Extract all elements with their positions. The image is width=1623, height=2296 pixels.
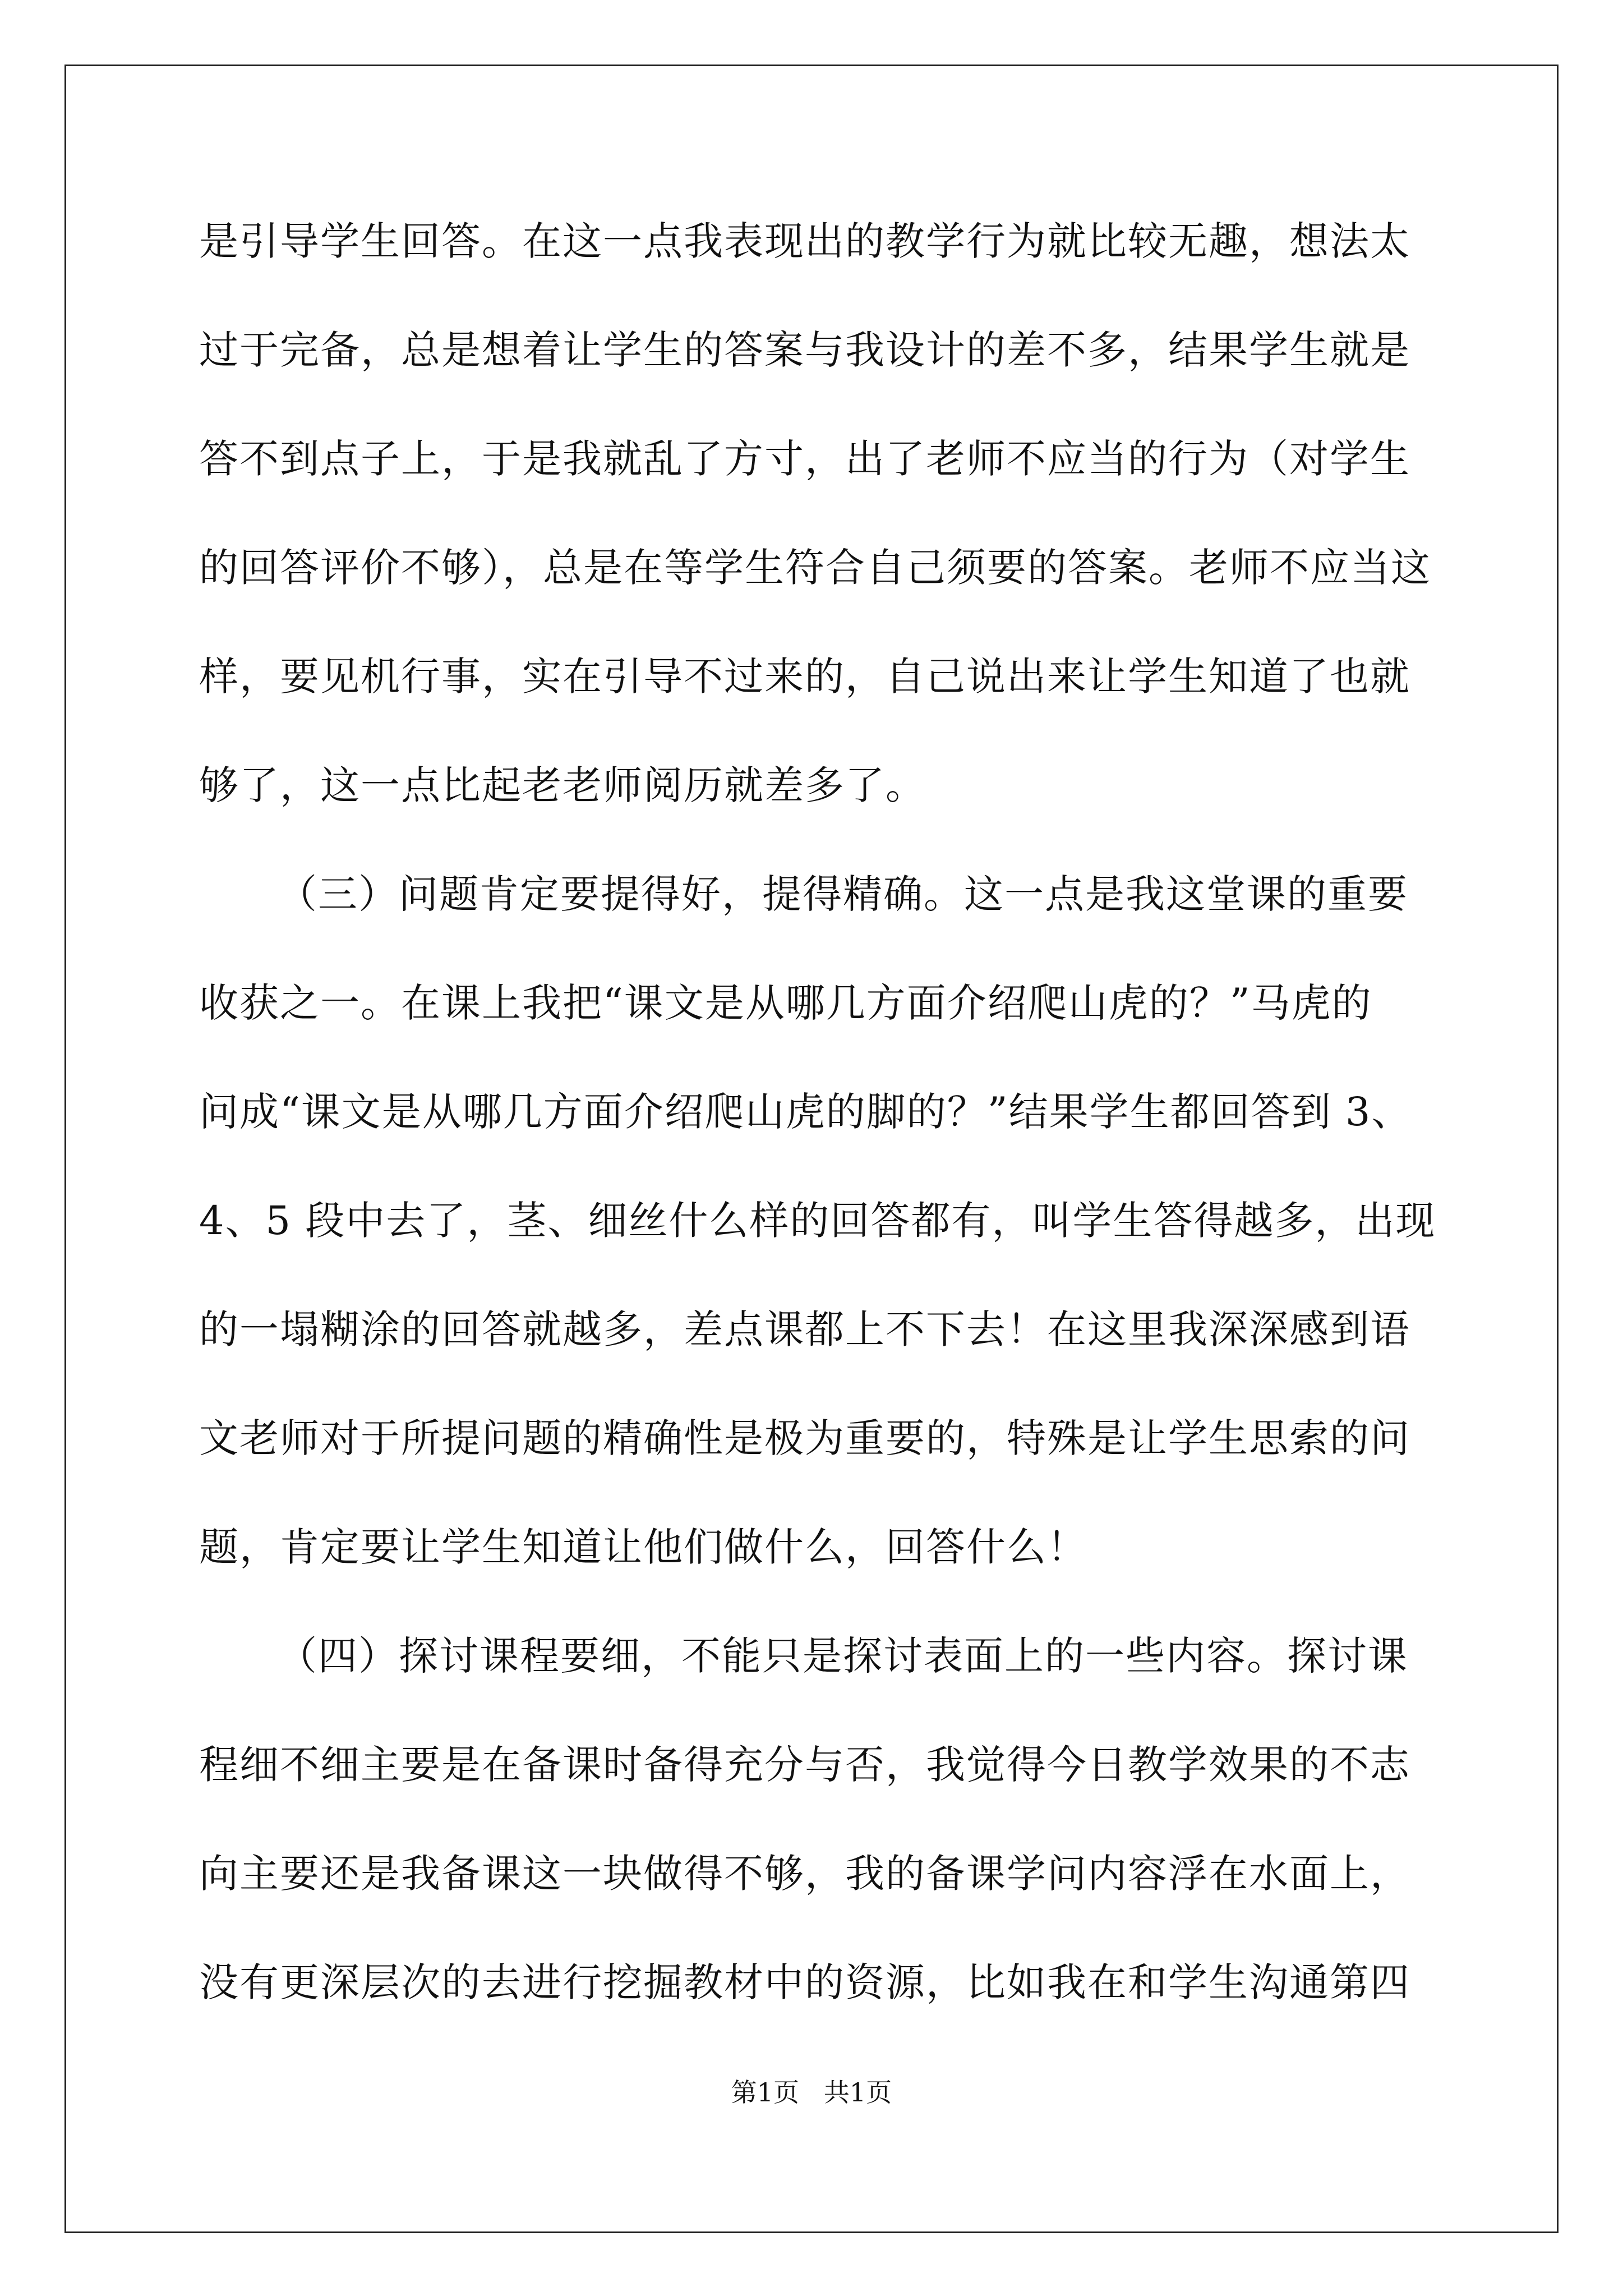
text-line: 样，要见机行事，实在引导不过来的，自己说出来让学生知道了也就	[199, 654, 1410, 700]
text-line: 答不到点子上，于是我就乱了方寸，出了老师不应当的行为（对学生	[199, 436, 1410, 482]
text-line: 程细不细主要是在备课时备得充分与否，我觉得今日教学效果的不志	[199, 1742, 1410, 1788]
text-line: 的回答评价不够），总是在等学生符合自己须要的答案。老师不应当这	[199, 545, 1431, 591]
text-line: 收获之一。在课上我把“课文是从哪几方面介绍爬山虎的？”马虎的	[199, 980, 1372, 1026]
text-line: 过于完备，总是想着让学生的答案与我设计的差不多，结果学生就是	[199, 327, 1410, 373]
text-line: 题，肯定要让学生知道让他们做什么，回答什么！	[199, 1524, 1087, 1570]
page-number-footer: 第1页 共1页	[731, 2077, 892, 2108]
text-line: 够了，这一点比起老老师阅历就差多了。	[199, 762, 926, 808]
text-line: 4、5 段中去了，茎、细丝什么样的回答都有，叫学生答得越多，出现	[199, 1198, 1436, 1244]
text-line: 问成“课文是从哪几方面介绍爬山虎的脚的？”结果学生都回答到 3、	[199, 1089, 1412, 1135]
paragraph-start-line: （四）探讨课程要细，不能只是探讨表面上的一些内容。探讨课	[278, 1633, 1408, 1679]
paragraph-start-line: （三）问题肯定要提得好，提得精确。这一点是我这堂课的重要	[278, 871, 1408, 917]
text-line: 是引导学生回答。在这一点我表现出的教学行为就比较无趣，想法太	[199, 218, 1410, 264]
page-border	[64, 65, 1559, 2233]
text-line: 的一塌糊涂的回答就越多，差点课都上不下去！在这里我深深感到语	[199, 1306, 1410, 1352]
text-line: 文老师对于所提问题的精确性是极为重要的，特殊是让学生思索的问	[199, 1415, 1410, 1461]
text-line: 向主要还是我备课这一块做得不够，我的备课学问内容浮在水面上，	[199, 1851, 1410, 1897]
text-line: 没有更深层次的去进行挖掘教材中的资源，比如我在和学生沟通第四	[199, 1959, 1410, 2005]
